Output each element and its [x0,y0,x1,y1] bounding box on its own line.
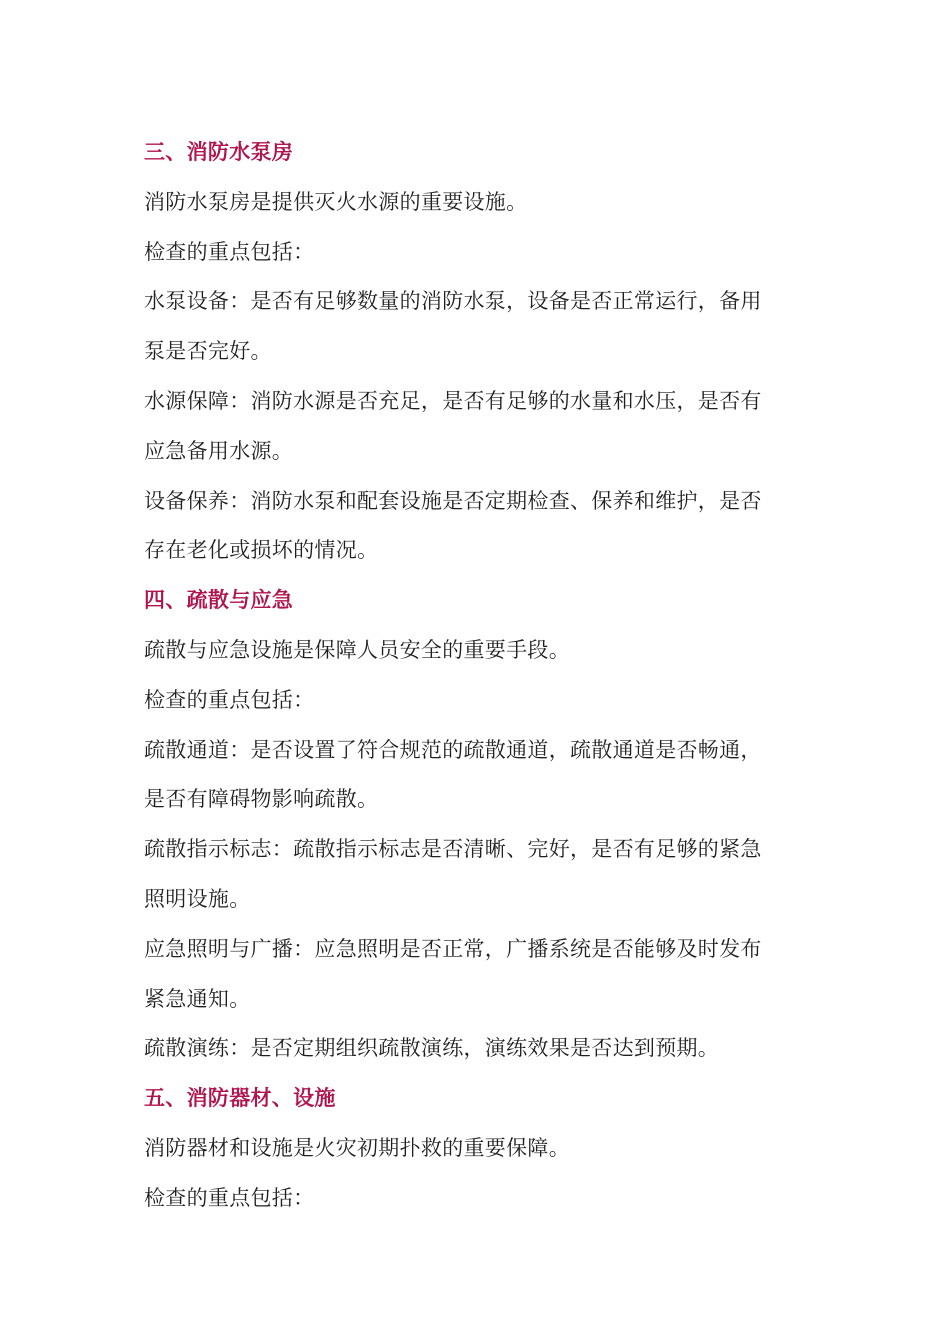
paragraph-emergency-lighting-line-2: 紧急通知。 [144,986,251,1011]
section-heading-evacuation: 四、疏散与应急 [144,588,294,613]
paragraph-evacuation-focus: 检查的重点包括： [144,687,315,712]
paragraph-pump-equipment-line-2: 泵是否完好。 [144,339,272,364]
paragraph-fire-equipment-focus: 检查的重点包括： [144,1185,315,1210]
paragraph-evacuation-route-line-2: 是否有障碍物影响疏散。 [144,787,379,812]
paragraph-pump-room-focus: 检查的重点包括： [144,239,315,264]
paragraph-maintenance-line-1: 设备保养：消防水泵和配套设施是否定期检查、保养和维护，是否 [144,488,762,513]
section-heading-fire-equipment: 五、消防器材、设施 [144,1086,336,1111]
paragraph-evacuation-route-line-1: 疏散通道：是否设置了符合规范的疏散通道，疏散通道是否畅通， [144,737,762,762]
paragraph-fire-equipment-intro: 消防器材和设施是火灾初期扑救的重要保障。 [144,1135,570,1160]
paragraph-evacuation-intro: 疏散与应急设施是保障人员安全的重要手段。 [144,637,570,662]
paragraph-pump-room-intro: 消防水泵房是提供灭火水源的重要设施。 [144,189,528,214]
paragraph-maintenance-line-2: 存在老化或损坏的情况。 [144,538,379,563]
section-heading-pump-room: 三、消防水泵房 [144,140,294,164]
paragraph-water-source-line-2: 应急备用水源。 [144,438,294,463]
paragraph-evacuation-drill: 疏散演练：是否定期组织疏散演练，演练效果是否达到预期。 [144,1036,720,1061]
paragraph-exit-signs-line-1: 疏散指示标志：疏散指示标志是否清晰、完好，是否有足够的紧急 [144,837,762,862]
paragraph-exit-signs-line-2: 照明设施。 [144,886,251,911]
paragraph-emergency-lighting-line-1: 应急照明与广播：应急照明是否正常，广播系统是否能够及时发布 [144,936,762,961]
paragraph-water-source-line-1: 水源保障：消防水源是否充足，是否有足够的水量和水压，是否有 [144,388,762,413]
paragraph-pump-equipment-line-1: 水泵设备：是否有足够数量的消防水泵，设备是否正常运行，备用 [144,289,762,314]
document-content [144,128,794,1224]
